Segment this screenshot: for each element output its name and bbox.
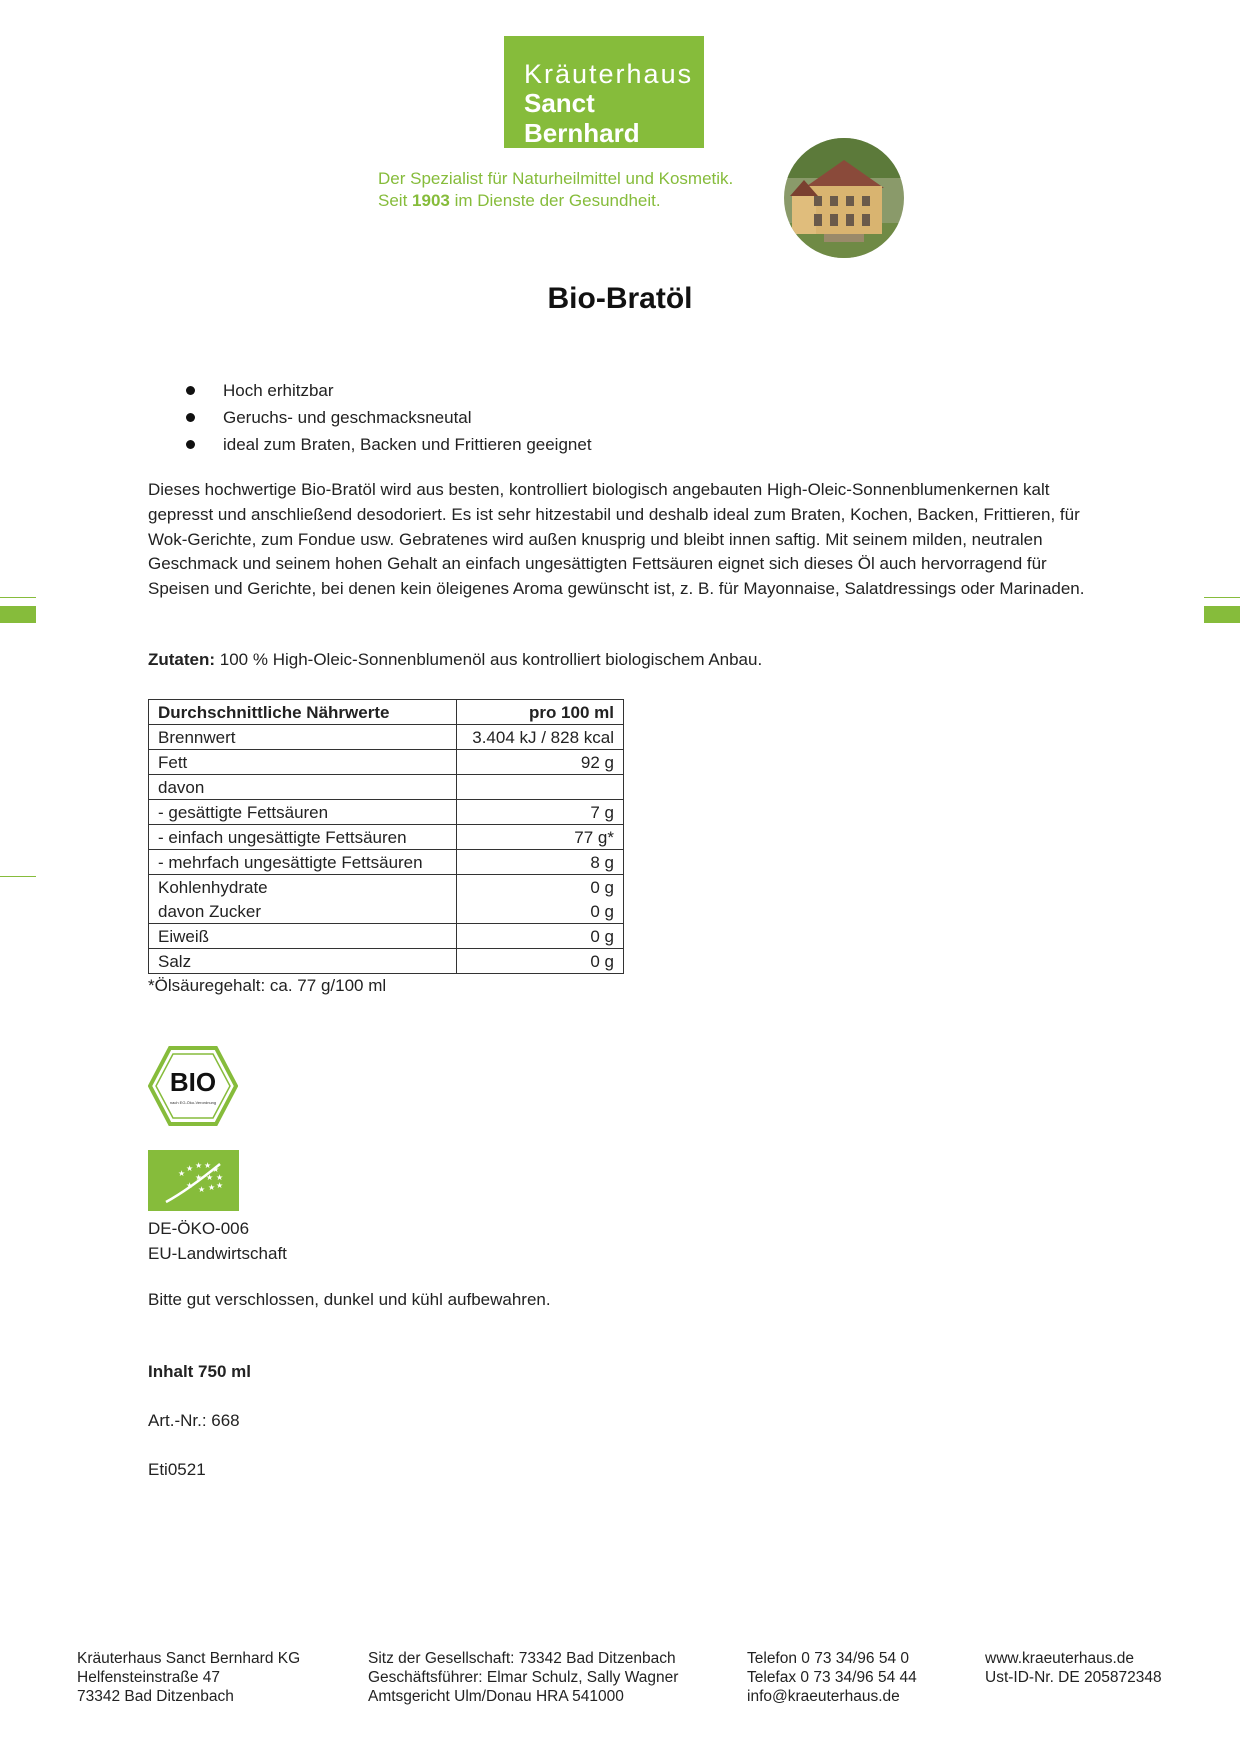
svg-text:★: ★ [212, 1165, 220, 1174]
nutrient-name: davon Zucker [149, 899, 457, 924]
oeko-code: DE-ÖKO-006 [148, 1219, 250, 1238]
svg-text:★: ★ [195, 1173, 203, 1182]
table-row [149, 899, 624, 924]
footer-line: Amtsgericht Ulm/Donau HRA 541000 [368, 1688, 624, 1705]
footer-address [77, 1649, 300, 1706]
footer-line: Kräuterhaus Sanct Bernhard KG [77, 1650, 301, 1667]
svg-text:★: ★ [216, 1181, 224, 1190]
table-header-value: pro 100 ml [457, 700, 624, 725]
footer-contact [747, 1649, 917, 1706]
table-row [149, 949, 624, 974]
eu-organic-logo [148, 1150, 239, 1211]
left-fold-mark [0, 606, 36, 623]
page-title: Bio-Bratöl [547, 282, 693, 315]
logo-line-2: Sanct Bernhard [524, 88, 640, 148]
ingredients [148, 650, 762, 670]
footer-line: 73342 Bad Ditzenbach [77, 1688, 234, 1705]
right-fold-line [1204, 597, 1240, 598]
right-fold-mark [1204, 606, 1240, 623]
table-header-row [149, 700, 624, 725]
svg-text:★: ★ [186, 1181, 194, 1190]
list-item [180, 404, 592, 431]
svg-text:nach EG-Öko-Verordnung: nach EG-Öko-Verordnung [169, 1100, 217, 1105]
list-item-text: Geruchs- und geschmacksneutal [223, 408, 472, 427]
table-row [149, 750, 624, 775]
label-code: Eti0521 [148, 1460, 206, 1479]
footer-website-link[interactable]: www.kraeuterhaus.de [985, 1650, 1135, 1667]
bullet-icon [186, 440, 195, 449]
nutrient-value: 0 g [457, 899, 624, 924]
slogan-year: 1903 [412, 191, 450, 210]
ingredients-label: Zutaten: [148, 650, 216, 669]
table-header-name: Durchschnittliche Nährwerte [149, 700, 457, 725]
product-description: Dieses hochwertige Bio-Bratöl wird aus besten, kontrolliert biologisch angebauten High-Oleic-Sonnenblumenkernen kalt gepresst und anschließend desodoriert. Es ist sehr hitzestabil und deshalb ideal zum Braten, Kochen, Backen, Frittieren, für Wok-Gerichte, zum Fondue usw. Gebratenes wird außen knusprig und bleibt innen saftig. Mit seinem milden, neutralen Geschmack und seinem hohen Gehalt an einfach ungesättigten Fettsäuren eignet sich dieses Öl auch hervorragend für Speisen und Gerichte, bei denen kein öleigenes Aroma gewünscht ist, z. B. für Mayonnaise, Salatdressings oder Marinaden. [148, 480, 1085, 599]
footer-line: Geschäftsführer: Elmar Schulz, Sally Wagner [368, 1669, 679, 1686]
svg-text:★: ★ [216, 1173, 224, 1182]
nutrient-value: 3.404 kJ / 828 kcal [457, 725, 624, 750]
nutrient-name: Fett [149, 750, 457, 775]
oeko-origin: EU-Landwirtschaft [148, 1244, 287, 1263]
nutrient-name: Salz [149, 949, 457, 974]
nutrition-table [148, 699, 624, 974]
slogan-pre: Seit [378, 191, 413, 210]
article-number: Art.-Nr.: 668 [148, 1411, 240, 1430]
table-row [149, 725, 624, 750]
nutrient-value: 0 g [457, 875, 624, 900]
nutrient-value: 8 g [457, 850, 624, 875]
nutrient-name: Eiweiß [149, 924, 457, 949]
bullet-icon [186, 386, 195, 395]
footer-line: Helfensteinstraße 47 [77, 1669, 221, 1686]
organic-certification [148, 1216, 287, 1266]
footer-line: Ust-ID-Nr. DE 205872348 [985, 1669, 1162, 1686]
nutrient-name: davon [149, 775, 457, 800]
list-item-text: Hoch erhitzbar [223, 381, 334, 400]
nutrient-value: 77 g* [457, 825, 624, 850]
nutrient-name: - mehrfach ungesättigte Fettsäuren [149, 850, 457, 875]
footer-line: Telefon 0 73 34/96 54 0 [747, 1650, 910, 1667]
table-row [149, 775, 624, 800]
house-photo [784, 138, 904, 258]
table-row [149, 875, 624, 900]
nutrient-name: Brennwert [149, 725, 457, 750]
list-item [180, 431, 592, 458]
svg-text:BIO: BIO [169, 1067, 217, 1097]
company-logo [504, 36, 704, 148]
svg-text:★: ★ [206, 1173, 214, 1182]
slogan-post: im Dienste der Gesundheit. [449, 191, 661, 210]
logo-line-1: Kräuterhaus [524, 59, 694, 89]
footer-web [985, 1649, 1162, 1687]
content-volume: Inhalt 750 ml [148, 1362, 251, 1381]
svg-text:★: ★ [204, 1161, 212, 1170]
nutrient-value: 92 g [457, 750, 624, 775]
slogan [378, 168, 733, 212]
feature-list [180, 377, 592, 458]
svg-text:★: ★ [186, 1164, 194, 1173]
list-item [180, 377, 592, 404]
storage-note: Bitte gut verschlossen, dunkel und kühl aufbewahren. [148, 1290, 551, 1309]
nutrition-footnote: *Ölsäuregehalt: ca. 77 g/100 ml [148, 976, 387, 995]
footer-legal [368, 1649, 678, 1706]
slogan-line-1: Der Spezialist für Naturheilmittel und Kosmetik. [378, 169, 734, 188]
svg-text:★: ★ [198, 1185, 206, 1194]
footer-email-link[interactable]: info@kraeuterhaus.de [747, 1688, 900, 1705]
nutrient-value: 7 g [457, 800, 624, 825]
bio-seal-logo [148, 1046, 238, 1131]
nutrient-name: Kohlenhydrate [149, 875, 457, 900]
nutrient-value: 0 g [457, 949, 624, 974]
table-row [149, 850, 624, 875]
svg-text:★: ★ [178, 1169, 186, 1178]
table-row [149, 924, 624, 949]
svg-text:★: ★ [195, 1161, 203, 1170]
bullet-icon [186, 413, 195, 422]
list-item-text: ideal zum Braten, Backen und Frittieren geeignet [223, 435, 592, 454]
footer-line: Sitz der Gesellschaft: 73342 Bad Ditzenbach [368, 1650, 676, 1667]
nutrient-value: 0 g [457, 924, 624, 949]
svg-text:★: ★ [208, 1183, 216, 1192]
table-row [149, 825, 624, 850]
nutrient-value [457, 775, 624, 800]
nutrient-name: - einfach ungesättigte Fettsäuren [149, 825, 457, 850]
footer-line: Telefax 0 73 34/96 54 44 [747, 1669, 917, 1686]
left-punch-line [0, 876, 36, 877]
left-fold-line [0, 597, 36, 598]
nutrient-name: - gesättigte Fettsäuren [149, 800, 457, 825]
slogan-line-2 [378, 190, 733, 212]
ingredients-text: 100 % High-Oleic-Sonnenblumenöl aus kontrolliert biologischem Anbau. [215, 650, 763, 669]
table-row [149, 800, 624, 825]
